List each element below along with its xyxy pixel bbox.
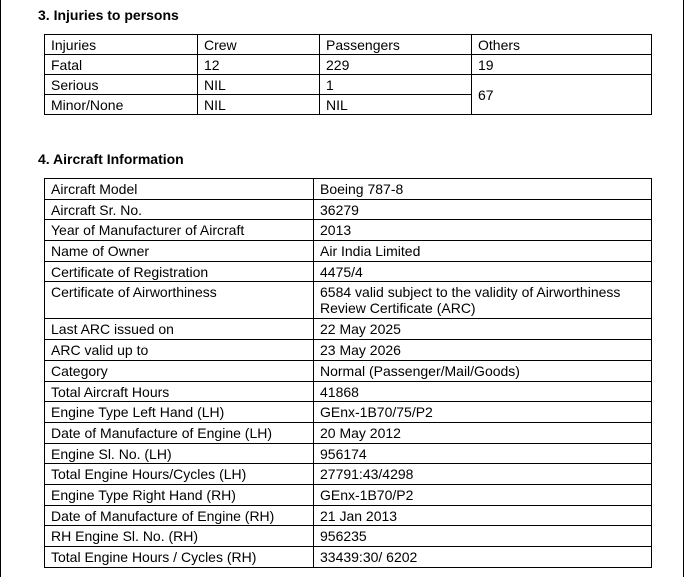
cell-value: 2013: [314, 220, 652, 241]
header-others: Others: [472, 35, 652, 55]
table-row: [45, 75, 652, 95]
cell-label: Category: [45, 360, 314, 381]
header-crew: Crew: [198, 35, 320, 55]
cell-label: Total Engine Hours / Cycles (RH): [45, 547, 314, 568]
cell-label: Aircraft Sr. No.: [45, 199, 314, 220]
table-row: [45, 381, 652, 402]
table-row: [45, 360, 652, 381]
table-row: [45, 220, 652, 241]
cell-label: ARC valid up to: [45, 340, 314, 361]
cell-label: Year of Manufacturer of Aircraft: [45, 220, 314, 241]
cell-crew: 12: [198, 55, 320, 75]
aircraft-info-table: [44, 178, 652, 568]
cell-value: GEnx-1B70/P2: [314, 484, 652, 505]
cell-label: Name of Owner: [45, 241, 314, 262]
page-left-border: [0, 0, 1, 577]
table-row: [45, 464, 652, 485]
cell-label: RH Engine Sl. No. (RH): [45, 526, 314, 547]
cell-value: 23 May 2026: [314, 340, 652, 361]
table-row: [45, 547, 652, 568]
cell-value: 956174: [314, 443, 652, 464]
cell-value: 22 May 2025: [314, 319, 652, 340]
section-4-heading: 4. Aircraft Information: [38, 151, 184, 167]
section-3-heading: 3. Injuries to persons: [38, 7, 179, 23]
table-row: [45, 402, 652, 423]
cell-others-merged: 67: [472, 75, 652, 115]
table-row: [45, 179, 652, 200]
cell-value: GEnx-1B70/75/P2: [314, 402, 652, 423]
cell-passengers: 1: [320, 75, 472, 95]
cell-value: 27791:43/4298: [314, 464, 652, 485]
cell-label: Last ARC issued on: [45, 319, 314, 340]
cell-label: Engine Type Right Hand (RH): [45, 484, 314, 505]
cell-label: Minor/None: [45, 95, 198, 115]
table-row: [45, 241, 652, 262]
cell-label: Engine Type Left Hand (LH): [45, 402, 314, 423]
cell-passengers: 229: [320, 55, 472, 75]
cell-value: 6584 valid subject to the validity of Airworthiness Review Certificate (ARC): [314, 282, 652, 319]
table-row: [45, 340, 652, 361]
table-row: [45, 55, 652, 75]
cell-value: 33439:30/ 6202: [314, 547, 652, 568]
cell-value: Boeing 787-8: [314, 179, 652, 200]
table-row: [45, 319, 652, 340]
injuries-table: [44, 34, 652, 115]
table-header-row: [45, 35, 652, 55]
table-row: [45, 282, 652, 319]
cell-label: Engine Sl. No. (LH): [45, 443, 314, 464]
cell-crew: NIL: [198, 95, 320, 115]
cell-label: Certificate of Registration: [45, 261, 314, 282]
table-row: [45, 422, 652, 443]
cell-label: Certificate of Airworthiness: [45, 282, 314, 319]
cell-value: 41868: [314, 381, 652, 402]
cell-value: 21 Jan 2013: [314, 505, 652, 526]
header-passengers: Passengers: [320, 35, 472, 55]
cell-value: 20 May 2012: [314, 422, 652, 443]
cell-label: Date of Manufacture of Engine (LH): [45, 422, 314, 443]
cell-crew: NIL: [198, 75, 320, 95]
cell-value: Normal (Passenger/Mail/Goods): [314, 360, 652, 381]
cell-value: 4475/4: [314, 261, 652, 282]
cell-label: Total Aircraft Hours: [45, 381, 314, 402]
cell-label: Fatal: [45, 55, 198, 75]
cell-label: Aircraft Model: [45, 179, 314, 200]
table-row: [45, 526, 652, 547]
table-row: [45, 199, 652, 220]
cell-label: Serious: [45, 75, 198, 95]
cell-value: 36279: [314, 199, 652, 220]
header-injuries: Injuries: [45, 35, 198, 55]
cell-passengers: NIL: [320, 95, 472, 115]
cell-label: Date of Manufacture of Engine (RH): [45, 505, 314, 526]
table-row: [45, 443, 652, 464]
table-row: [45, 261, 652, 282]
cell-label: Total Engine Hours/Cycles (LH): [45, 464, 314, 485]
cell-others: 19: [472, 55, 652, 75]
table-row: [45, 505, 652, 526]
table-row: [45, 484, 652, 505]
cell-value: 956235: [314, 526, 652, 547]
cell-value: Air India Limited: [314, 241, 652, 262]
